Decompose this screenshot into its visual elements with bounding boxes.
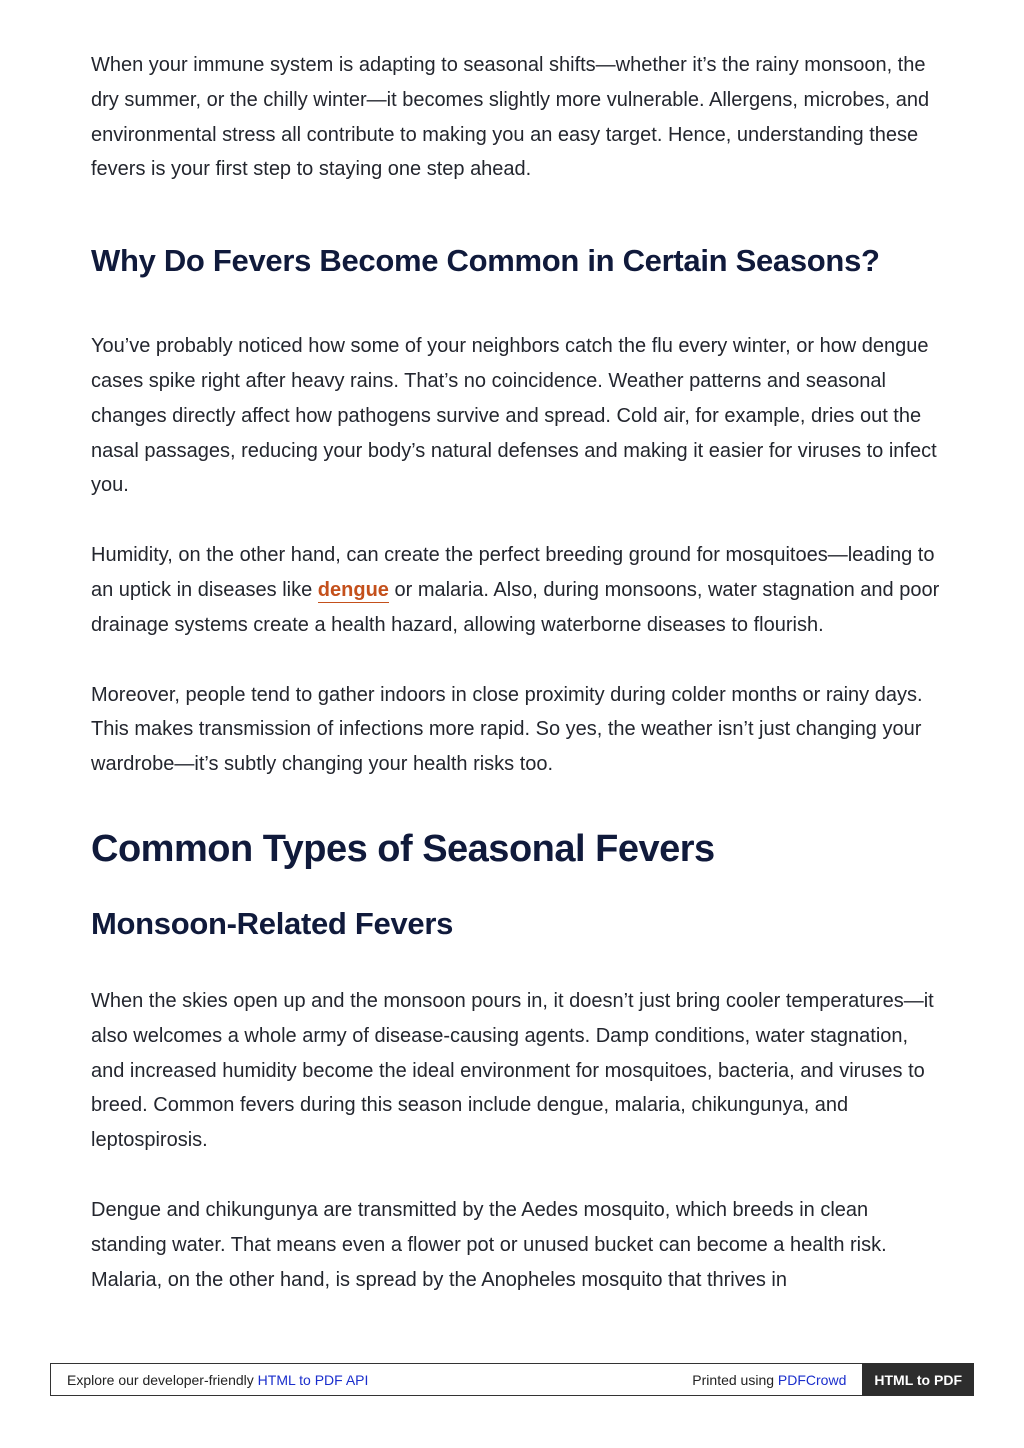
why-paragraph-2-before: Humidity, on the other hand, can create the perfect breeding ground for mosquitoes—leading to an uptick in diseases like (91, 544, 935, 601)
pdfcrowd-link[interactable]: PDFCrowd (777, 1371, 847, 1388)
html-to-pdf-button[interactable]: HTML to PDF (862, 1363, 974, 1396)
article-content (91, 48, 941, 1297)
html-to-pdf-api-link[interactable]: HTML to PDF API (257, 1371, 369, 1388)
why-paragraph-2 (91, 538, 941, 642)
monsoon-heading: Monsoon-Related Fevers (91, 905, 454, 941)
why-paragraph-1: You’ve probably noticed how some of your neighbors catch the flu every winter, or how dengue cases spike right after heavy rains. That’s no coincidence. Weather patterns and seasonal changes directly affect how pathogens survive and spread. Cold air, for example, dries out the nasal passages, reducing your body’s natural defenses and making it easier for viruses to infect you. (91, 335, 937, 497)
footer-left-text: Explore our developer-friendly (67, 1371, 258, 1388)
monsoon-paragraph-2: Dengue and chikungunya are transmitted by the Aedes mosquito, which breeds in clean standing water. That means even a flower pot or unused bucket can become a health risk. Malaria, on the other hand, is spread by the Anopheles mosquito that thrives in (91, 1198, 887, 1291)
footer-left (51, 1372, 692, 1388)
pdfcrowd-footer (50, 1363, 974, 1396)
why-paragraph-3: Moreover, people tend to gather indoors in close proximity during colder months or rainy days. This makes transmission of infections more rapid. So yes, the weather isn’t just changing your wardrobe—it’s subtly changing your health risks too. (91, 683, 923, 776)
dengue-link[interactable]: dengue (317, 578, 389, 601)
footer-right-text: Printed using (692, 1371, 778, 1388)
footer-right (692, 1372, 862, 1388)
intro-paragraph: When your immune system is adapting to seasonal shifts—whether it’s the rainy monsoon, the dry summer, or the chilly winter—it becomes slightly more vulnerable. Allergens, microbes, and environmental stress all contribute to making you an easy target. Hence, understanding these fevers is your first step to staying one step ahead. (91, 54, 930, 181)
monsoon-paragraph-1: When the skies open up and the monsoon pours in, it doesn’t just bring cooler temperatures—it also welcomes a whole army of disease-causing agents. Damp conditions, water stagnation, and increased humidity become the ideal environment for mosquitoes, bacteria, and viruses to breed. Common fevers during this season include dengue, malaria, chikungunya, and leptospirosis. (91, 989, 934, 1152)
why-paragraph-2-after: or malaria. Also, during monsoons, water stagnation and poor drainage systems create a health hazard, allowing waterborne diseases to flourish. (91, 578, 940, 636)
types-heading: Common Types of Seasonal Fevers (91, 827, 715, 870)
why-heading: Why Do Fevers Become Common in Certain Seasons? (91, 243, 880, 279)
